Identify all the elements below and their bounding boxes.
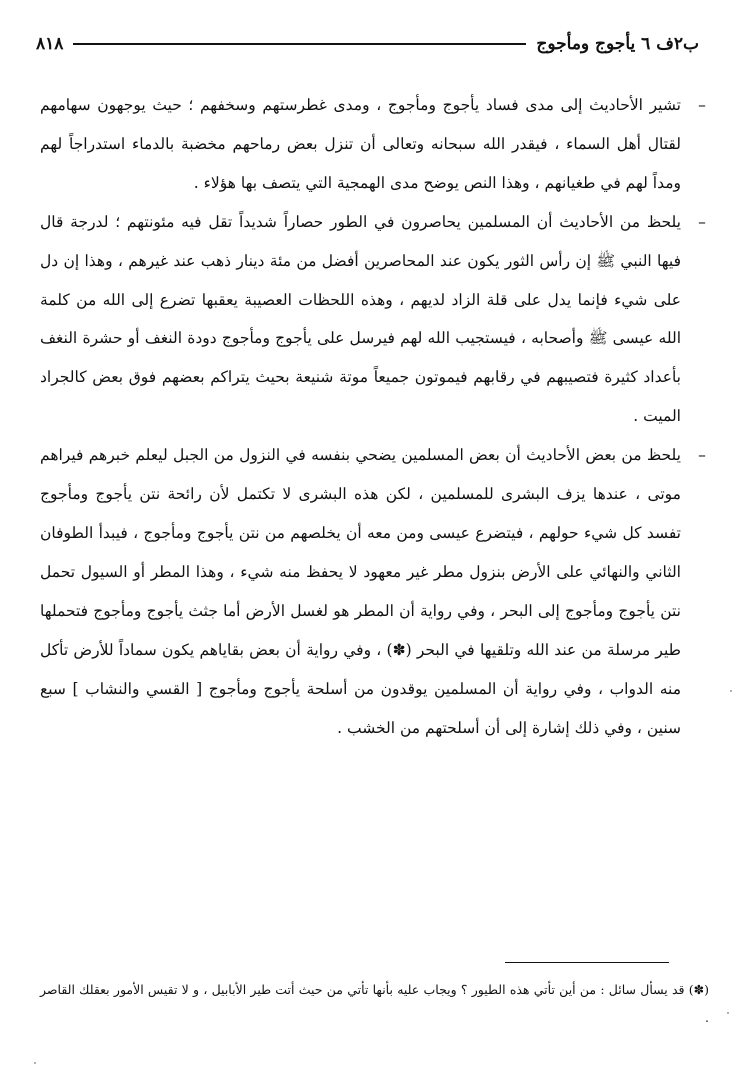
scan-speck: [727, 1012, 729, 1014]
paragraph-2: [40, 203, 709, 436]
scan-speck: [730, 690, 732, 692]
running-header: [36, 26, 699, 62]
page-number: ٨١٨: [36, 34, 64, 54]
scan-speck: [34, 1062, 36, 1064]
paragraph-3: [40, 436, 709, 747]
dash-bullet: –: [698, 212, 706, 231]
chapter-title: ب٢ف ٦ يأجوج ومأجوج: [536, 34, 699, 54]
paragraph-text: يلحظ من بعض الأحاديث أن بعض المسلمين يضحي بنفسه في النزول من الجبل ليعلم خبرهم فيراهم موتى ، عندها يزف البشرى للمسلمين ، لكن هذه البشرى لا تكتمل لأن رائحة نتن يأجوج ومأجوج تفسد كل شيء حولهم ، فيتضرع عيسى ومن معه أن يخلصهم من نتن يأجوج ومأجوج ، فيبدأ الطوفان الثاني والنهائي على الأرض بنزول مطر غير معهود لا يحفظ منه شيء ، وهذا المطر أو السيول تحمل نتن يأجوج ومأجوج إلى البحر ، وفي رواية أن المطر هو لغسل الأرض أما جثث يأجوج ومأجوج فتحملها طير مرسلة من عند الله وتلقيها في البحر (✽) ، وفي رواية أن بعض بقاياهم يكون سماداً للأرض تأكل منه الدواب ، وفي رواية أن المسلمين يوقدون من أسلحة يأجوج ومأجوج [ القسي والنشاب ] سبع سنين ، وفي ذلك إشارة إلى أن أسلحتهم من الخشب .: [40, 446, 681, 737]
dash-bullet: –: [698, 96, 706, 114]
dash-bullet: –: [698, 446, 706, 465]
footnote: (✽) قد يسأل سائل : من أين تأتي هذه الطيور ؟ ويجاب عليه بأنها تأتي من حيث أتت طير الأبابيل ، و لا تقيس الأمور بعقلك القاصر .: [40, 982, 709, 1025]
footnote-separator: [505, 962, 669, 963]
header-rule: [73, 43, 526, 45]
paragraph-1: [40, 86, 709, 203]
paragraph-text: تشير الأحاديث إلى مدى فساد يأجوج ومأجوج ، ومدى غطرستهم وسخفهم ؛ حيث يوجهون سهامهم لقتال أهل السماء ، فيقدر الله سبحانه وتعالى أن تنزل بعض رماحهم مخضبة بالدماء استدراجاً لهم ومداً لهم في طغيانهم ، وهذا النص يوضح مدى الهمجية التي يتصف بها هؤلاء .: [40, 96, 681, 192]
paragraph-text: يلحظ من الأحاديث أن المسلمين يحاصرون في الطور حصاراً شديداً تقل فيه مئونتهم ؛ لدرجة قال فيها النبي ﷺ إن رأس الثور يكون عند المحاصرين أفضل من مئة دينار ذهب عند غيرهم ، وهذا إن دل على شيء فإنما يدل على قلة الزاد لديهم ، وهذه اللحظات العصيبة يعقبها تضرع إلى الله من كلمة الله عيسى ﷺ وأصحابه ، فيستجيب الله لهم فيرسل على يأجوج ومأجوج دودة النغف أو حشرة النغف بأعداد كثيرة فتصيبهم في رقابهم فيموتون جميعاً موتة شنيعة بحيث يتراكم بعضهم فوق بعض كالجراد الميت .: [40, 212, 681, 426]
body-text: [40, 86, 709, 747]
